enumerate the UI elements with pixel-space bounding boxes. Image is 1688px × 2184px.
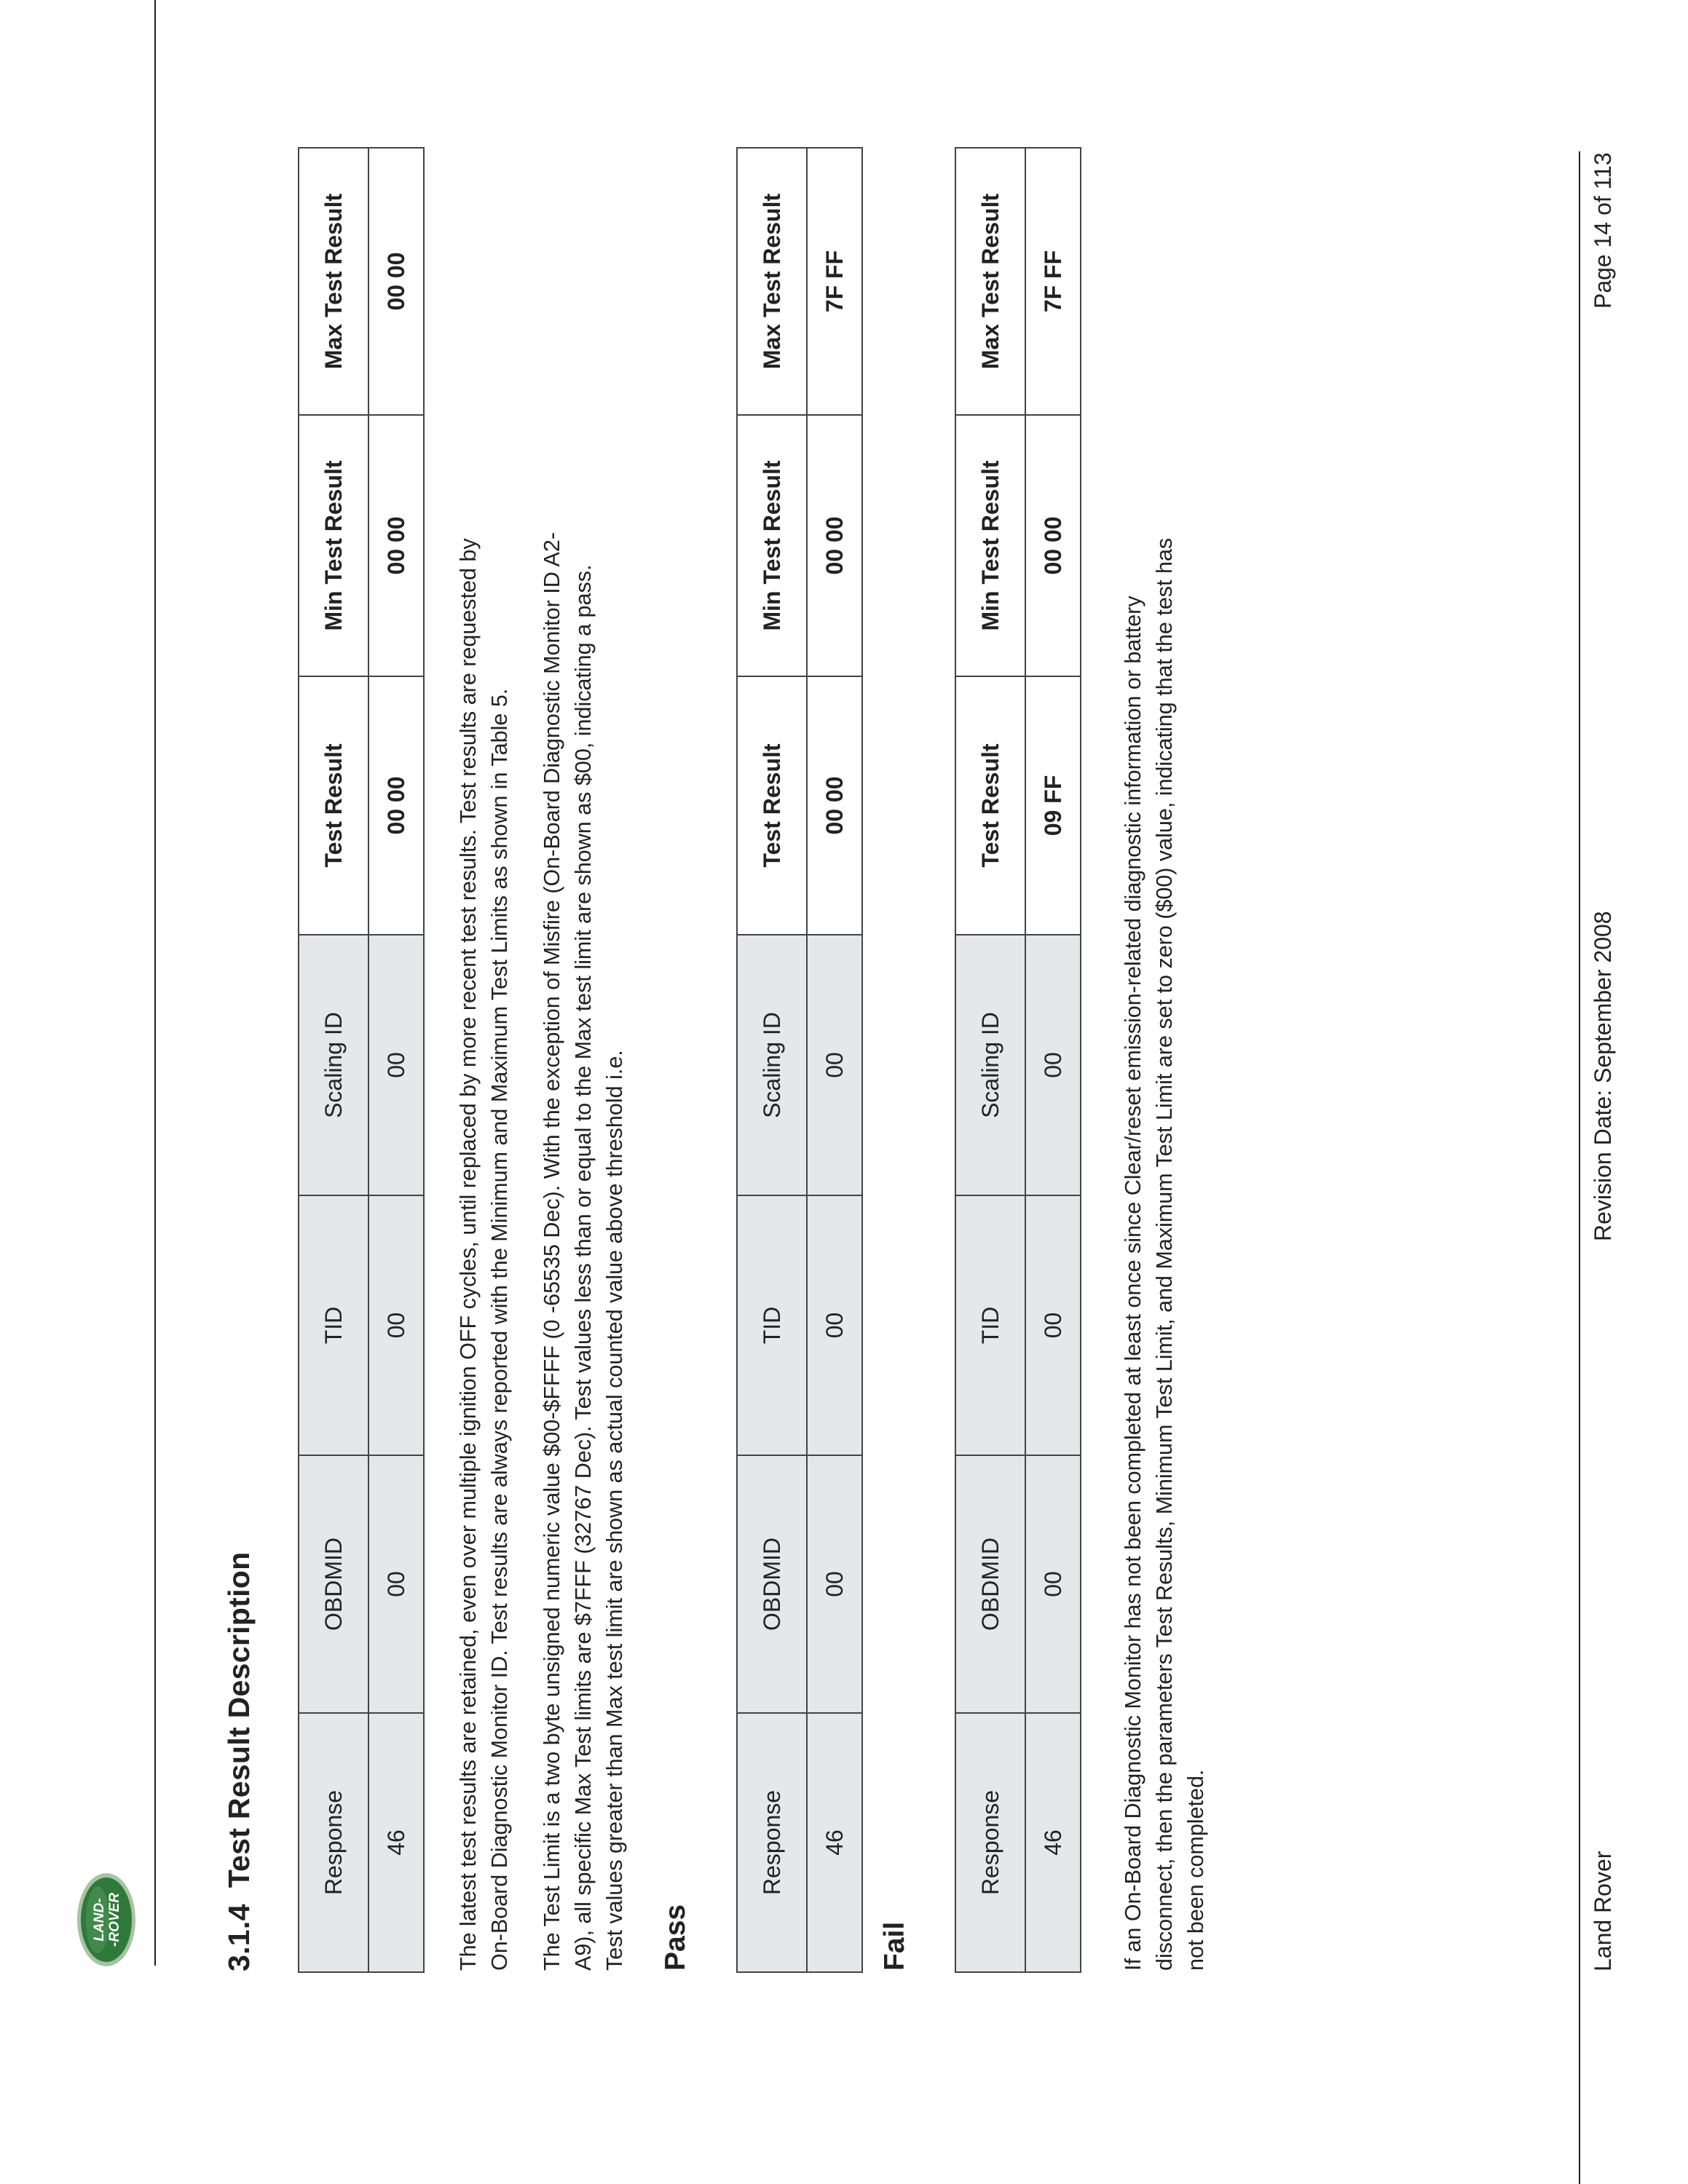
cell-min-test-result: 00 00 bbox=[807, 415, 862, 676]
pass-heading: Pass bbox=[660, 1904, 691, 1971]
paragraph-line: The Test Limit is a two byte unsigned numeric value $00-$FFFF (0 -65535 Dec). With the exception of Misfire (On-Board Diagnostic Monitor ID A2- bbox=[540, 532, 564, 1971]
table-header-row bbox=[737, 148, 807, 1972]
paragraph-test-limit bbox=[537, 187, 631, 1971]
cell-tid: 00 bbox=[807, 1195, 862, 1455]
paragraph-line: If an On-Board Diagnostic Monitor has not been completed at least once since Clear/reset emission-related diagnostic information or battery bbox=[1121, 596, 1145, 1971]
col-header-obdmid: OBDMID bbox=[955, 1455, 1025, 1713]
paragraph-monitor-not-completed bbox=[1118, 187, 1212, 1971]
cell-response: 46 bbox=[1025, 1713, 1081, 1972]
cell-scaling-id: 00 bbox=[1025, 935, 1081, 1195]
paragraph-line: Test values greater than Max test limit are shown as actual counted value above threshold i.e. bbox=[602, 1050, 627, 1971]
cell-test-result: 00 00 bbox=[807, 676, 862, 935]
col-header-min-test-result: Min Test Result bbox=[955, 415, 1025, 676]
footer-company: Land Rover bbox=[1590, 1851, 1616, 1971]
cell-max-test-result: 00 00 bbox=[368, 148, 424, 415]
col-header-obdmid: OBDMID bbox=[299, 1455, 368, 1713]
col-header-response: Response bbox=[737, 1713, 807, 1972]
paragraph-line: On-Board Diagnostic Monitor ID. Test results are always reported with the Minimum and Maximum Test Limits as shown in Table 5. bbox=[487, 688, 512, 1971]
paragraph-line: not been completed. bbox=[1183, 1769, 1208, 1971]
cell-scaling-id: 00 bbox=[807, 935, 862, 1195]
cell-test-result: 00 00 bbox=[368, 676, 424, 935]
col-header-min-test-result: Min Test Result bbox=[737, 415, 807, 676]
col-header-scaling-id: Scaling ID bbox=[737, 935, 807, 1195]
logo-text-line1: LAND- bbox=[92, 1898, 107, 1942]
paragraph-test-results-retained bbox=[453, 187, 516, 1971]
cell-scaling-id: 00 bbox=[368, 935, 424, 1195]
section-title bbox=[222, 1552, 256, 1972]
table-row bbox=[807, 148, 862, 1972]
table-header-row bbox=[299, 148, 368, 1972]
cell-response: 46 bbox=[807, 1713, 862, 1972]
col-header-obdmid: OBDMID bbox=[737, 1455, 807, 1713]
col-header-max-test-result: Max Test Result bbox=[299, 148, 368, 415]
cell-test-result: 09 FF bbox=[1025, 676, 1081, 935]
footer-page-number: Page 14 of 113 bbox=[1590, 152, 1616, 309]
paragraph-line: The latest test results are retained, even over multiple ignition OFF cycles, until replaced by more recent test results. Test results are requested by bbox=[456, 538, 481, 1971]
col-header-max-test-result: Max Test Result bbox=[955, 148, 1025, 415]
col-header-tid: TID bbox=[737, 1195, 807, 1455]
footer-revision-date: Revision Date: September 2008 bbox=[1590, 911, 1616, 1241]
cell-response: 46 bbox=[368, 1713, 424, 1972]
table-row bbox=[1025, 148, 1081, 1972]
fail-table bbox=[955, 147, 1081, 1973]
cell-max-test-result: 7F FF bbox=[1025, 148, 1081, 415]
col-header-scaling-id: Scaling ID bbox=[299, 935, 368, 1195]
logo-text-line2: -ROVER bbox=[107, 1893, 122, 1947]
cell-max-test-result: 7F FF bbox=[807, 148, 862, 415]
cell-min-test-result: 00 00 bbox=[1025, 415, 1081, 676]
paragraph-line: disconnect, then the parameters Test Results, Minimum Test Limit, and Maximum Test Limit are set to zero ($00) value, indicating that the test has bbox=[1152, 537, 1177, 1971]
col-header-response: Response bbox=[299, 1713, 368, 1972]
land-rover-logo bbox=[70, 1871, 143, 1969]
paragraph-line: A9), all specific Max Test limits are $7FFF (32767 Dec). Test values less than or equal to the Max test limit are shown as $00, indicating a pass. bbox=[571, 564, 596, 1971]
table-header-row bbox=[955, 148, 1025, 1972]
section-number: 3.1.4 bbox=[222, 1904, 256, 1971]
cell-obdmid: 00 bbox=[1025, 1455, 1081, 1713]
col-header-max-test-result: Max Test Result bbox=[737, 148, 807, 415]
cell-obdmid: 00 bbox=[807, 1455, 862, 1713]
header-rule bbox=[154, 0, 156, 1966]
footer-rule bbox=[1579, 151, 1580, 2184]
pass-table bbox=[736, 147, 863, 1973]
col-header-test-result: Test Result bbox=[955, 676, 1025, 935]
col-header-tid: TID bbox=[955, 1195, 1025, 1455]
col-header-tid: TID bbox=[299, 1195, 368, 1455]
section-title-text: Test Result Description bbox=[222, 1551, 256, 1888]
col-header-response: Response bbox=[955, 1713, 1025, 1972]
cell-tid: 00 bbox=[1025, 1195, 1081, 1455]
fail-heading: Fail bbox=[879, 1921, 910, 1971]
cell-tid: 00 bbox=[368, 1195, 424, 1455]
col-header-test-result: Test Result bbox=[299, 676, 368, 935]
col-header-min-test-result: Min Test Result bbox=[299, 415, 368, 676]
col-header-scaling-id: Scaling ID bbox=[955, 935, 1025, 1195]
cell-min-test-result: 00 00 bbox=[368, 415, 424, 676]
cell-obdmid: 00 bbox=[368, 1455, 424, 1713]
table-row bbox=[368, 148, 424, 1972]
col-header-test-result: Test Result bbox=[737, 676, 807, 935]
test-result-table bbox=[298, 147, 425, 1973]
